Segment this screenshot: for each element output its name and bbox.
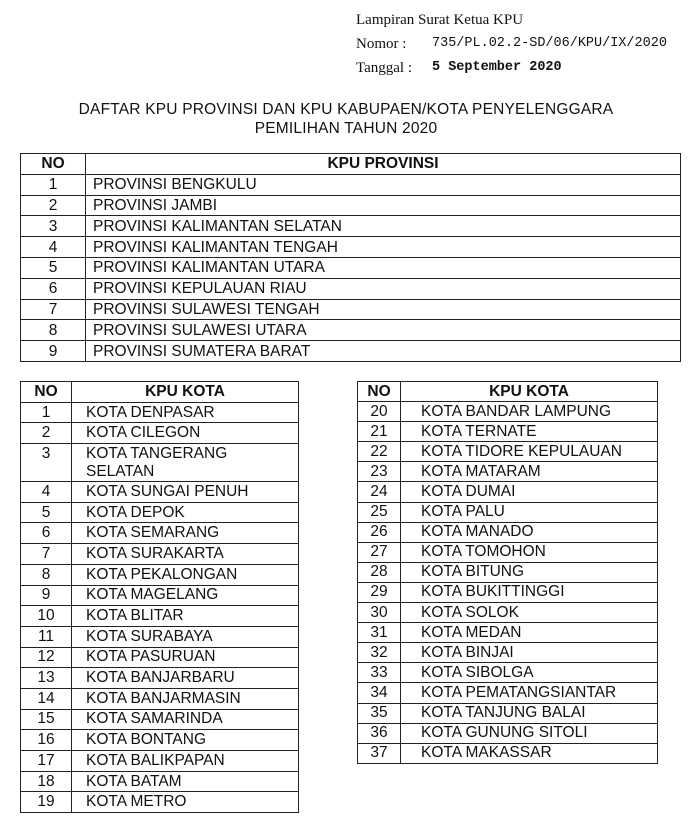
column-header-no: NO xyxy=(21,154,86,175)
row-name: KOTA BITUNG xyxy=(401,562,658,582)
row-name: KOTA MANADO xyxy=(401,522,658,542)
row-name: KOTA TANJUNG BALAI xyxy=(401,703,658,723)
row-name: KOTA PALU xyxy=(401,502,658,522)
row-name: KOTA PEKALONGAN xyxy=(72,564,299,585)
row-name: KOTA SAMARINDA xyxy=(72,709,299,730)
row-name: KOTA SURABAYA xyxy=(72,626,299,647)
row-number: 11 xyxy=(21,626,72,647)
table-row xyxy=(21,216,681,237)
row-name: PROVINSI SULAWESI TENGAH xyxy=(86,299,681,320)
table-row xyxy=(21,523,299,544)
table-header-row xyxy=(21,382,299,403)
table-row xyxy=(21,585,299,606)
table-row xyxy=(358,663,658,683)
row-name: PROVINSI SULAWESI UTARA xyxy=(86,320,681,341)
row-number: 3 xyxy=(21,216,86,237)
row-name: KOTA GUNUNG SITOLI xyxy=(401,723,658,743)
table-header-row xyxy=(358,382,658,402)
row-number: 8 xyxy=(21,564,72,585)
row-name: KOTA MAKASSAR xyxy=(401,743,658,763)
row-number: 18 xyxy=(21,771,72,792)
row-name: PROVINSI KALIMANTAN SELATAN xyxy=(86,216,681,237)
row-number: 6 xyxy=(21,278,86,299)
table-row xyxy=(21,320,681,341)
lampiran-text: Lampiran Surat Ketua KPU xyxy=(356,12,524,28)
row-number: 21 xyxy=(358,422,401,442)
row-number: 15 xyxy=(21,709,72,730)
table-row xyxy=(358,442,658,462)
row-name: KOTA BLITAR xyxy=(72,606,299,627)
table-row xyxy=(358,603,658,623)
row-number: 2 xyxy=(21,195,86,216)
table-row xyxy=(358,502,658,522)
table-row xyxy=(21,299,681,320)
row-name: KOTA SIBOLGA xyxy=(401,663,658,683)
row-number: 10 xyxy=(21,606,72,627)
row-number: 32 xyxy=(358,643,401,663)
row-name-line-1: KOTA TANGERANG xyxy=(86,445,228,463)
row-name: KOTA BANJARMASIN xyxy=(72,688,299,709)
table-row xyxy=(358,542,658,562)
table-row xyxy=(21,482,299,503)
row-number: 31 xyxy=(358,623,401,643)
row-name: KOTA BATAM xyxy=(72,771,299,792)
row-name: KOTA MEDAN xyxy=(401,623,658,643)
row-number: 5 xyxy=(21,257,86,278)
row-name: KOTA TIDORE KEPULAUAN xyxy=(401,442,658,462)
table-row xyxy=(358,623,658,643)
table-row xyxy=(358,723,658,743)
row-number: 28 xyxy=(358,562,401,582)
table-row xyxy=(358,562,658,582)
row-name: KOTA BANJARBARU xyxy=(72,668,299,689)
table-row xyxy=(358,743,658,763)
row-name: KOTA SURAKARTA xyxy=(72,544,299,565)
tanggal-value: 5 September 2020 xyxy=(432,60,562,75)
row-number: 4 xyxy=(21,237,86,258)
row-name: KOTA DUMAI xyxy=(401,482,658,502)
row-number: 7 xyxy=(21,544,72,565)
row-name: KOTA DEPOK xyxy=(72,502,299,523)
table-row xyxy=(358,582,658,602)
row-number: 22 xyxy=(358,442,401,462)
row-name: PROVINSI KALIMANTAN UTARA xyxy=(86,257,681,278)
table-row xyxy=(21,606,299,627)
row-number: 7 xyxy=(21,299,86,320)
row-number: 24 xyxy=(358,482,401,502)
row-number: 23 xyxy=(358,462,401,482)
row-name: KOTA SEMARANG xyxy=(72,523,299,544)
tanggal-line xyxy=(356,56,667,80)
row-name: KOTA DENPASAR xyxy=(72,402,299,423)
nomor-value: 735/PL.02.2-SD/06/KPU/IX/2020 xyxy=(432,36,667,51)
table-row xyxy=(21,544,299,565)
row-number: 16 xyxy=(21,730,72,751)
row-name: KOTA SUNGAI PENUH xyxy=(72,482,299,503)
table-row xyxy=(21,402,299,423)
row-number: 13 xyxy=(21,668,72,689)
table-row xyxy=(358,482,658,502)
lampiran-line xyxy=(356,8,667,32)
row-name: KOTA PEMATANGSIANTAR xyxy=(401,683,658,703)
row-number: 12 xyxy=(21,647,72,668)
row-number: 35 xyxy=(358,703,401,723)
row-number: 8 xyxy=(21,320,86,341)
table-row xyxy=(21,771,299,792)
row-number: 26 xyxy=(358,522,401,542)
table-row xyxy=(21,730,299,751)
column-header-kpu-provinsi: KPU PROVINSI xyxy=(86,154,681,175)
row-number: 29 xyxy=(358,582,401,602)
row-name: KOTA BALIKPAPAN xyxy=(72,751,299,772)
row-name-line-2: SELATAN xyxy=(86,463,155,481)
letter-reference xyxy=(356,8,667,80)
row-number: 3 xyxy=(21,444,72,482)
row-number: 20 xyxy=(358,402,401,422)
table-row xyxy=(358,683,658,703)
row-number: 9 xyxy=(21,585,72,606)
table-row xyxy=(21,423,299,444)
table-row xyxy=(21,668,299,689)
row-number: 36 xyxy=(358,723,401,743)
row-number: 19 xyxy=(21,792,72,813)
provinsi-table xyxy=(20,153,681,362)
row-number: 37 xyxy=(358,743,401,763)
table-row xyxy=(358,422,658,442)
row-number: 17 xyxy=(21,751,72,772)
title-line-2: PEMILIHAN TAHUN 2020 xyxy=(254,120,438,137)
table-row xyxy=(21,195,681,216)
table-row xyxy=(358,402,658,422)
row-name: KOTA MATARAM xyxy=(401,462,658,482)
table-row xyxy=(21,647,299,668)
row-name: PROVINSI KEPULAUAN RIAU xyxy=(86,278,681,299)
column-header-kpu-kota: KPU KOTA xyxy=(401,382,658,402)
row-name: KOTA TOMOHON xyxy=(401,542,658,562)
table-row xyxy=(21,237,681,258)
row-number: 1 xyxy=(21,174,86,195)
row-number: 25 xyxy=(358,502,401,522)
column-header-no: NO xyxy=(21,382,72,403)
table-row xyxy=(21,792,299,813)
row-number: 27 xyxy=(358,542,401,562)
table-row xyxy=(21,444,299,482)
row-number: 4 xyxy=(21,482,72,503)
row-number: 14 xyxy=(21,688,72,709)
table-row xyxy=(21,341,681,362)
row-name: KOTA BANDAR LAMPUNG xyxy=(401,402,658,422)
table-row xyxy=(358,703,658,723)
kota-table-left xyxy=(20,381,299,813)
row-name: KOTA BINJAI xyxy=(401,643,658,663)
row-number: 5 xyxy=(21,502,72,523)
row-number: 6 xyxy=(21,523,72,544)
table-row xyxy=(21,626,299,647)
row-name: PROVINSI SUMATERA BARAT xyxy=(86,341,681,362)
table-row xyxy=(21,257,681,278)
row-number: 1 xyxy=(21,402,72,423)
nomor-line xyxy=(356,32,667,56)
table-header-row xyxy=(21,154,681,175)
row-name: KOTA BUKITTINGGI xyxy=(401,582,658,602)
row-name: KOTA TERNATE xyxy=(401,422,658,442)
row-name: KOTA PASURUAN xyxy=(72,647,299,668)
table-row xyxy=(21,709,299,730)
row-name: KOTA METRO xyxy=(72,792,299,813)
row-number: 34 xyxy=(358,683,401,703)
table-row xyxy=(21,688,299,709)
nomor-label: Nomor : xyxy=(356,36,407,52)
row-name: KOTA CILEGON xyxy=(72,423,299,444)
table-row xyxy=(21,564,299,585)
kota-table-right xyxy=(357,381,658,764)
table-row xyxy=(21,174,681,195)
table-row xyxy=(358,522,658,542)
document-title xyxy=(0,100,692,138)
table-row xyxy=(358,643,658,663)
column-header-no: NO xyxy=(358,382,401,402)
row-number: 2 xyxy=(21,423,72,444)
row-name xyxy=(72,444,299,482)
row-name: PROVINSI BENGKULU xyxy=(86,174,681,195)
title-line-1: DAFTAR KPU PROVINSI DAN KPU KABUPAEN/KOTA PENYELENGGARA xyxy=(78,101,614,118)
row-number: 9 xyxy=(21,341,86,362)
row-name: KOTA SOLOK xyxy=(401,603,658,623)
table-row xyxy=(21,751,299,772)
row-number: 33 xyxy=(358,663,401,683)
row-name: PROVINSI JAMBI xyxy=(86,195,681,216)
tanggal-label: Tanggal : xyxy=(356,60,413,76)
row-number: 30 xyxy=(358,603,401,623)
table-row xyxy=(358,462,658,482)
row-name: PROVINSI KALIMANTAN TENGAH xyxy=(86,237,681,258)
row-name: KOTA BONTANG xyxy=(72,730,299,751)
row-name: KOTA MAGELANG xyxy=(72,585,299,606)
table-row xyxy=(21,278,681,299)
column-header-kpu-kota: KPU KOTA xyxy=(72,382,299,403)
table-row xyxy=(21,502,299,523)
